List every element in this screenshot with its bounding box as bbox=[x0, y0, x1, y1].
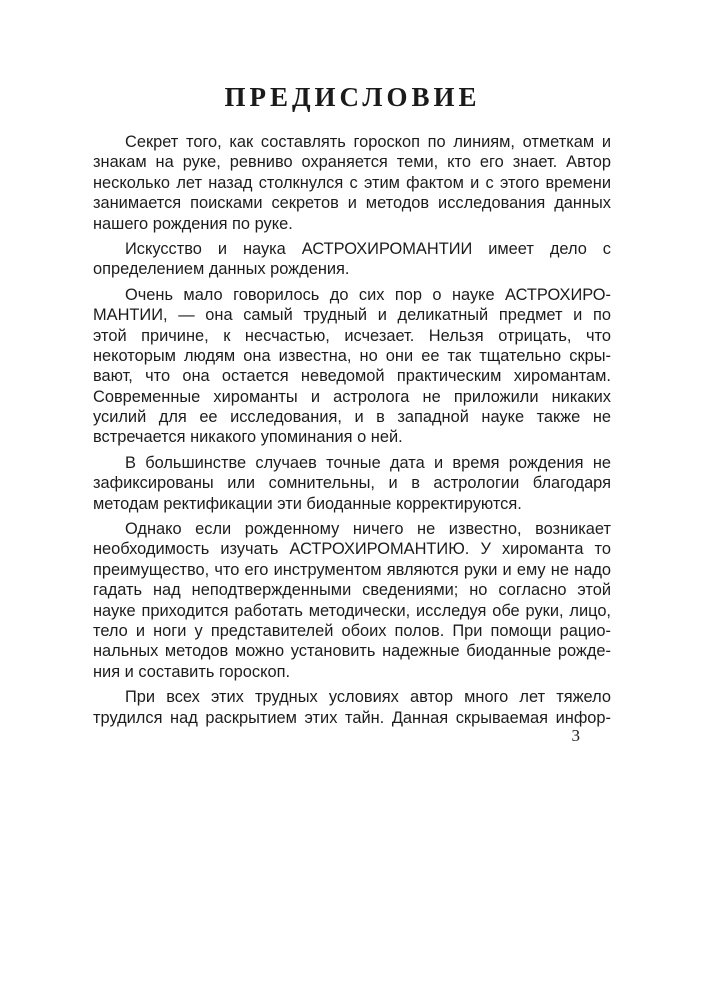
text-line: В большинстве случаев точные дата и время рождения не bbox=[125, 453, 611, 472]
paragraph bbox=[93, 132, 611, 234]
text-line: методам ректификации эти биоданные корректируются. bbox=[93, 494, 522, 513]
text-line: нальных методов можно установить надежные биоданные рожде- bbox=[93, 642, 611, 661]
preface-body bbox=[93, 132, 611, 733]
text-line: Современные хироманты и астролога не приложили никаких bbox=[93, 387, 611, 406]
text-line: знакам на руке, ревниво охраняется теми, кто его знает. Автор bbox=[93, 153, 611, 172]
text-line: тело и ноги у представителей обоих полов. При помощи рацио- bbox=[93, 621, 611, 640]
text-line: вают, что она остается неведомой практическим хиромантам. bbox=[93, 367, 611, 386]
text-line: трудился над раскрытием этих тайн. Данная скрываемая инфор- bbox=[93, 708, 611, 727]
paragraph bbox=[93, 285, 611, 448]
text-line: ния и составить гороскоп. bbox=[93, 662, 290, 681]
paragraph bbox=[93, 519, 611, 682]
text-line: науке приходится работать методически, исследуя обе руки, лицо, bbox=[93, 601, 611, 620]
text-line: некоторым людям она известна, но они ее так тщательно скры- bbox=[93, 346, 611, 365]
text-line: определением данных рождения. bbox=[93, 260, 350, 279]
text-line: гадать над неподтвержденными сведениями; но согласно этой bbox=[93, 581, 611, 600]
page-title: ПРЕДИСЛОВИЕ bbox=[224, 82, 481, 112]
paragraph bbox=[93, 453, 611, 514]
text-line: МАНТИИ, — она самый трудный и деликатный предмет и по bbox=[93, 306, 611, 325]
text-line: преимущество, что его инструментом являются руки и ему не надо bbox=[93, 560, 611, 579]
text-line: Очень мало говорилось до сих пор о науке АСТРОХИРО- bbox=[125, 285, 611, 304]
text-line: нашего рождения по руке. bbox=[93, 214, 293, 233]
text-line: необходимость изучать АСТРОХИРОМАНТИЮ. У хироманта то bbox=[93, 540, 611, 559]
text-line: усилий для ее исследования, и в западной науке также не bbox=[93, 408, 611, 427]
text-line: несколько лет назад столкнулся с этим фактом и с этого времени bbox=[93, 173, 611, 192]
paragraph bbox=[93, 687, 611, 728]
text-line: Однако если рожденному ничего не известно, возникает bbox=[125, 520, 611, 539]
text-line: При всех этих трудных условиях автор много лет тяжело bbox=[125, 688, 611, 707]
text-line: Искусство и наука АСТРОХИРОМАНТИИ имеет дело с bbox=[125, 239, 611, 258]
text-line: зафиксированы или сомнительны, и в астрологии благодаря bbox=[93, 474, 611, 493]
page-number: 3 bbox=[571, 726, 580, 745]
text-line: встречается никакого упоминания о ней. bbox=[93, 428, 403, 447]
text-line: занимается поисками секретов и методов исследования данных bbox=[93, 194, 611, 213]
paragraph bbox=[93, 239, 611, 280]
text-line: этой причине, к несчастью, исчезает. Нельзя отрицать, что bbox=[93, 326, 611, 345]
text-line: Секрет того, как составлять гороскоп по линиям, отметкам и bbox=[125, 133, 611, 151]
